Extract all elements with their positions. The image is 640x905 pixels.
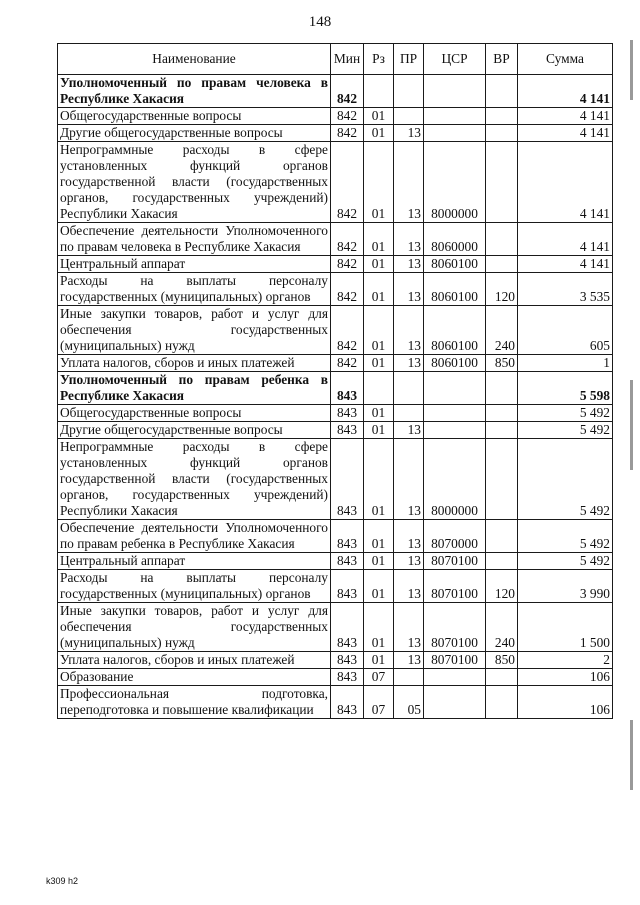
table-row — [58, 306, 613, 355]
cell-pr: 13 — [394, 570, 424, 603]
cell-name: Иные закупки товаров, работ и услуг для обеспечения государственных (муниципальных) нужд — [58, 603, 331, 652]
cell-csr — [424, 405, 486, 422]
cell-pr — [394, 372, 424, 405]
cell-csr: 8060100 — [424, 355, 486, 372]
table-row — [58, 553, 613, 570]
cell-sum: 4 141 — [518, 75, 613, 108]
cell-rz: 01 — [364, 355, 394, 372]
cell-name: Иные закупки товаров, работ и услуг для обеспечения государственных (муниципальных) нужд — [58, 306, 331, 355]
cell-rz: 01 — [364, 553, 394, 570]
cell-rz: 01 — [364, 570, 394, 603]
cell-vr — [486, 125, 518, 142]
cell-sum: 106 — [518, 669, 613, 686]
table-row — [58, 142, 613, 223]
cell-min: 843 — [331, 603, 364, 652]
cell-csr — [424, 372, 486, 405]
cell-pr: 13 — [394, 355, 424, 372]
cell-pr — [394, 75, 424, 108]
cell-vr — [486, 686, 518, 719]
cell-rz: 01 — [364, 125, 394, 142]
cell-sum: 2 — [518, 652, 613, 669]
margin-scan-mark — [630, 720, 633, 790]
table-row — [58, 273, 613, 306]
table-row — [58, 223, 613, 256]
table-row — [58, 652, 613, 669]
cell-pr: 13 — [394, 439, 424, 520]
cell-sum: 605 — [518, 306, 613, 355]
cell-pr: 13 — [394, 306, 424, 355]
cell-rz: 01 — [364, 405, 394, 422]
budget-table — [57, 43, 613, 719]
table-body — [58, 75, 613, 719]
cell-min: 842 — [331, 75, 364, 108]
table-row — [58, 422, 613, 439]
cell-csr — [424, 75, 486, 108]
cell-vr: 240 — [486, 603, 518, 652]
cell-csr — [424, 669, 486, 686]
cell-min: 843 — [331, 686, 364, 719]
cell-pr: 13 — [394, 142, 424, 223]
cell-min: 842 — [331, 256, 364, 273]
cell-sum: 4 141 — [518, 256, 613, 273]
header-rz: Рз — [364, 44, 394, 75]
cell-min: 843 — [331, 669, 364, 686]
table-row — [58, 256, 613, 273]
cell-sum: 4 141 — [518, 108, 613, 125]
cell-rz: 01 — [364, 422, 394, 439]
cell-rz: 01 — [364, 273, 394, 306]
cell-sum: 1 500 — [518, 603, 613, 652]
cell-pr — [394, 405, 424, 422]
cell-csr: 8060100 — [424, 256, 486, 273]
cell-vr — [486, 669, 518, 686]
cell-min: 843 — [331, 372, 364, 405]
cell-rz: 01 — [364, 520, 394, 553]
cell-pr: 13 — [394, 125, 424, 142]
cell-csr: 8070100 — [424, 652, 486, 669]
cell-min: 843 — [331, 553, 364, 570]
cell-vr — [486, 108, 518, 125]
cell-vr — [486, 405, 518, 422]
cell-rz: 01 — [364, 108, 394, 125]
cell-vr — [486, 553, 518, 570]
cell-csr: 8060100 — [424, 306, 486, 355]
table-row — [58, 372, 613, 405]
cell-rz — [364, 372, 394, 405]
cell-rz: 01 — [364, 223, 394, 256]
cell-pr: 13 — [394, 652, 424, 669]
cell-pr: 13 — [394, 520, 424, 553]
cell-sum: 4 141 — [518, 223, 613, 256]
cell-rz: 01 — [364, 142, 394, 223]
cell-sum: 106 — [518, 686, 613, 719]
cell-vr: 120 — [486, 570, 518, 603]
table-row — [58, 75, 613, 108]
cell-rz — [364, 75, 394, 108]
cell-name: Центральный аппарат — [58, 553, 331, 570]
table-row — [58, 108, 613, 125]
cell-name: Общегосударственные вопросы — [58, 405, 331, 422]
cell-pr — [394, 669, 424, 686]
table-row — [58, 355, 613, 372]
cell-sum: 3 535 — [518, 273, 613, 306]
cell-min: 843 — [331, 520, 364, 553]
table-row — [58, 125, 613, 142]
cell-vr: 850 — [486, 355, 518, 372]
cell-name: Уполномоченный по правам человека в Республике Хакасия — [58, 75, 331, 108]
cell-pr: 13 — [394, 422, 424, 439]
cell-rz: 01 — [364, 603, 394, 652]
cell-vr — [486, 422, 518, 439]
cell-name: Уплата налогов, сборов и иных платежей — [58, 355, 331, 372]
header-sum: Сумма — [518, 44, 613, 75]
cell-csr: 8070000 — [424, 520, 486, 553]
cell-pr: 13 — [394, 256, 424, 273]
cell-pr: 05 — [394, 686, 424, 719]
cell-name: Расходы на выплаты персоналу государственных (муниципальных) органов — [58, 570, 331, 603]
cell-sum: 5 492 — [518, 439, 613, 520]
table-row — [58, 603, 613, 652]
cell-name: Другие общегосударственные вопросы — [58, 125, 331, 142]
cell-min: 842 — [331, 355, 364, 372]
cell-vr — [486, 142, 518, 223]
cell-csr: 8060000 — [424, 223, 486, 256]
cell-name: Обеспечение деятельности Уполномоченного по правам человека в Республике Хакасия — [58, 223, 331, 256]
header-name: Наименование — [58, 44, 331, 75]
cell-pr: 13 — [394, 553, 424, 570]
page-number: 148 — [308, 14, 332, 30]
cell-vr — [486, 223, 518, 256]
cell-name: Уполномоченный по правам ребенка в Республике Хакасия — [58, 372, 331, 405]
cell-pr: 13 — [394, 603, 424, 652]
table-header-row — [58, 44, 613, 75]
cell-pr: 13 — [394, 273, 424, 306]
cell-name: Непрограммные расходы в сфере установленных функций органов государственной власти (государственных органов, государственных учреждений) Республики Хакасия — [58, 439, 331, 520]
cell-vr — [486, 520, 518, 553]
header-vr: ВР — [486, 44, 518, 75]
cell-sum: 5 598 — [518, 372, 613, 405]
cell-name: Другие общегосударственные вопросы — [58, 422, 331, 439]
cell-name: Профессиональная подготовка, переподготовка и повышение квалификации — [58, 686, 331, 719]
header-pr: ПР — [394, 44, 424, 75]
cell-name: Общегосударственные вопросы — [58, 108, 331, 125]
cell-min: 843 — [331, 570, 364, 603]
cell-csr — [424, 422, 486, 439]
cell-vr — [486, 256, 518, 273]
table-row — [58, 405, 613, 422]
cell-sum: 3 990 — [518, 570, 613, 603]
cell-min: 842 — [331, 273, 364, 306]
table-row — [58, 570, 613, 603]
cell-rz: 01 — [364, 439, 394, 520]
cell-vr — [486, 75, 518, 108]
cell-name: Расходы на выплаты персоналу государственных (муниципальных) органов — [58, 273, 331, 306]
margin-scan-mark — [630, 380, 633, 470]
cell-csr — [424, 108, 486, 125]
cell-vr: 120 — [486, 273, 518, 306]
margin-scan-mark — [630, 40, 633, 100]
cell-min: 843 — [331, 422, 364, 439]
cell-min: 843 — [331, 652, 364, 669]
cell-csr: 8000000 — [424, 439, 486, 520]
cell-name: Уплата налогов, сборов и иных платежей — [58, 652, 331, 669]
cell-rz: 01 — [364, 256, 394, 273]
cell-sum: 5 492 — [518, 520, 613, 553]
cell-min: 842 — [331, 125, 364, 142]
cell-pr — [394, 108, 424, 125]
table-row — [58, 439, 613, 520]
cell-rz: 01 — [364, 652, 394, 669]
table-row — [58, 520, 613, 553]
cell-sum: 5 492 — [518, 405, 613, 422]
cell-csr: 8070100 — [424, 603, 486, 652]
cell-min: 842 — [331, 223, 364, 256]
cell-csr: 8000000 — [424, 142, 486, 223]
cell-csr: 8070100 — [424, 553, 486, 570]
cell-rz: 07 — [364, 686, 394, 719]
cell-rz: 07 — [364, 669, 394, 686]
cell-sum: 4 141 — [518, 125, 613, 142]
header-min: Мин — [331, 44, 364, 75]
cell-name: Обеспечение деятельности Уполномоченного по правам ребенка в Республике Хакасия — [58, 520, 331, 553]
cell-sum: 1 — [518, 355, 613, 372]
cell-sum: 5 492 — [518, 422, 613, 439]
cell-rz: 01 — [364, 306, 394, 355]
footer-code: k309 h2 — [46, 876, 79, 886]
cell-min: 842 — [331, 306, 364, 355]
cell-csr: 8060100 — [424, 273, 486, 306]
cell-min: 842 — [331, 108, 364, 125]
cell-sum: 5 492 — [518, 553, 613, 570]
cell-name: Образование — [58, 669, 331, 686]
table-row — [58, 669, 613, 686]
cell-csr — [424, 125, 486, 142]
header-csr: ЦСР — [424, 44, 486, 75]
cell-vr: 240 — [486, 306, 518, 355]
table-row — [58, 686, 613, 719]
cell-min: 843 — [331, 439, 364, 520]
cell-name: Центральный аппарат — [58, 256, 331, 273]
cell-name: Непрограммные расходы в сфере установленных функций органов государственной власти (государственных органов, государственных учреждений) Республики Хакасия — [58, 142, 331, 223]
cell-vr — [486, 439, 518, 520]
cell-csr — [424, 686, 486, 719]
cell-sum: 4 141 — [518, 142, 613, 223]
cell-vr — [486, 372, 518, 405]
cell-min: 843 — [331, 405, 364, 422]
cell-min: 842 — [331, 142, 364, 223]
cell-csr: 8070100 — [424, 570, 486, 603]
cell-vr: 850 — [486, 652, 518, 669]
cell-pr: 13 — [394, 223, 424, 256]
